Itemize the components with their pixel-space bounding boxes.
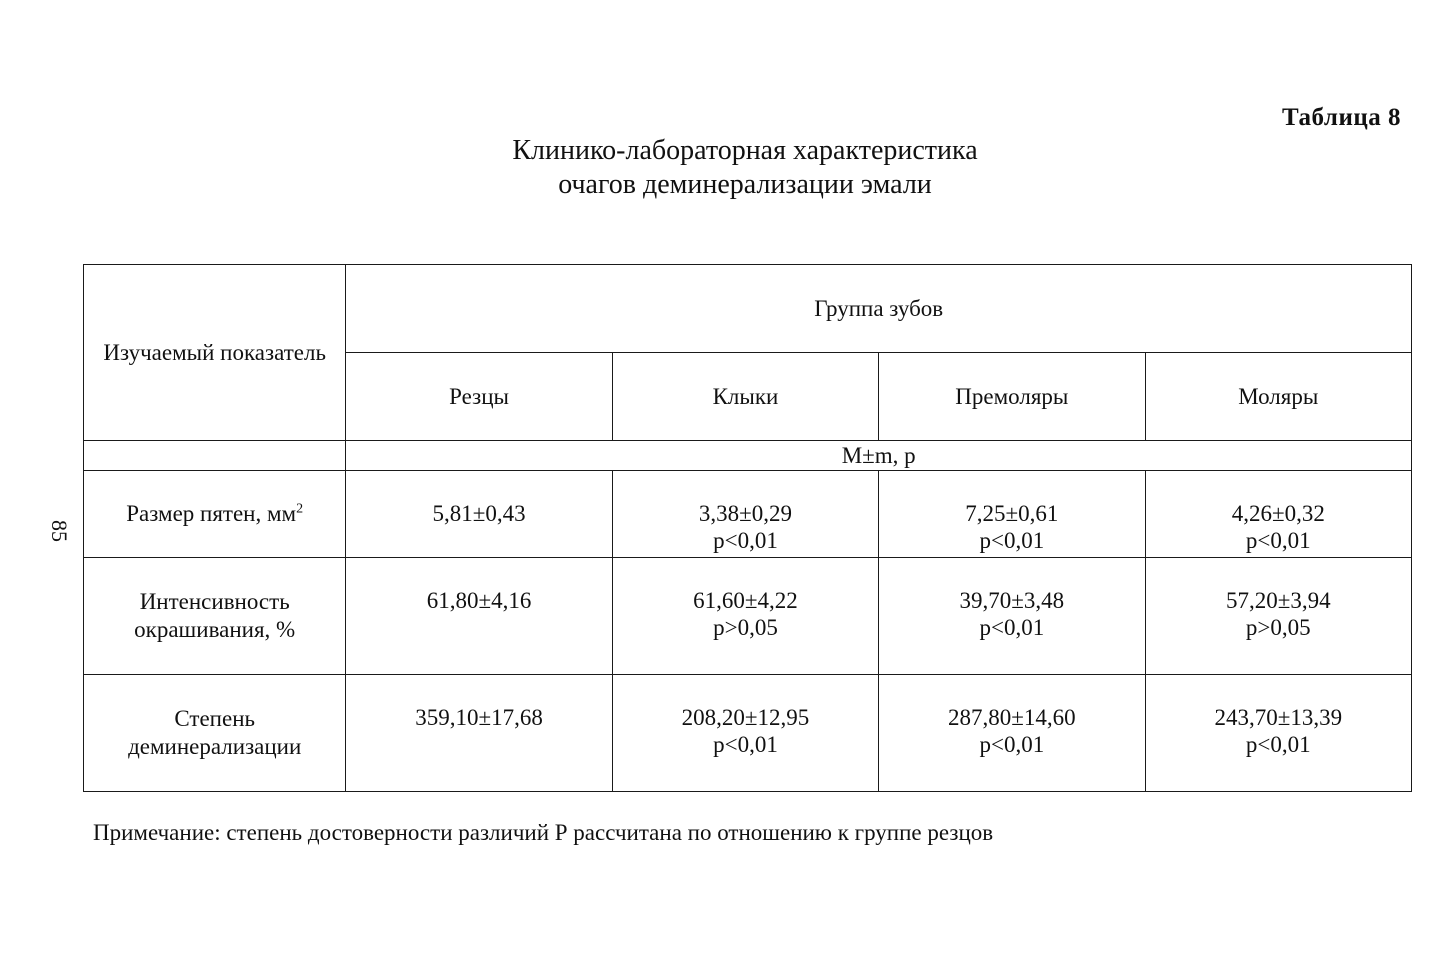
row-label: Интенсивность — [139, 589, 290, 614]
value: 3,38±0,29 — [698, 501, 793, 526]
value: 287,80±14,60 — [948, 705, 1076, 730]
value: 7,25±0,61 — [965, 501, 1059, 526]
data-table — [83, 264, 1412, 792]
value-cell — [1145, 558, 1411, 675]
value-cell — [346, 558, 612, 675]
row-label: Размер пятен, мм — [126, 501, 297, 526]
units-label: M±m, p — [841, 442, 916, 468]
value-cell — [612, 471, 878, 558]
group-name: Резцы — [449, 383, 509, 409]
table-row — [84, 675, 1412, 792]
title-line-1: Клинико-лабораторная характеристика — [512, 135, 978, 166]
title-line-2: очагов деминерализации эмали — [558, 169, 932, 200]
value-cell — [879, 558, 1145, 675]
value-cell — [612, 675, 878, 792]
value: 61,80±4,16 — [426, 588, 532, 613]
units-cell — [346, 441, 1412, 471]
table-number: Таблица 8 — [1281, 104, 1401, 131]
p-value: p<0,01 — [1245, 528, 1311, 553]
value-cell — [612, 558, 878, 675]
p-value: p<0,01 — [979, 615, 1045, 640]
value-cell — [346, 471, 612, 558]
group-header-cell — [346, 265, 1412, 353]
table-note: Примечание: степень достоверности различий Р рассчитана по отношению к группе резцов — [93, 820, 994, 845]
p-value: p<0,01 — [979, 528, 1045, 553]
row-label-line2: окрашивания, % — [134, 617, 296, 642]
group-header: Группа зубов — [814, 295, 944, 321]
value: 243,70±13,39 — [1214, 705, 1343, 730]
value-cell — [1145, 675, 1411, 792]
p-value: p<0,01 — [1245, 732, 1311, 757]
group-cell — [879, 353, 1145, 441]
table-row — [84, 558, 1412, 675]
p-value: p>0,05 — [1245, 615, 1311, 640]
value: 5,81±0,43 — [432, 501, 526, 526]
value: 359,10±17,68 — [415, 705, 543, 730]
row-label-cell — [84, 675, 346, 792]
table-header-row — [84, 265, 1412, 353]
p-value: p<0,01 — [713, 528, 778, 553]
value-cell — [879, 675, 1145, 792]
group-name: Клыки — [712, 383, 779, 409]
units-spacer-cell — [84, 441, 346, 471]
group-cell — [346, 353, 612, 441]
value-cell — [879, 471, 1145, 558]
value: 4,26±0,32 — [1231, 501, 1325, 526]
row-label: Степень — [174, 706, 255, 731]
row-label-superscript: 2 — [296, 501, 304, 517]
indicator-header: Изучаемый показатель — [103, 339, 326, 365]
group-cell — [612, 353, 878, 441]
page-number: 85 — [47, 520, 72, 542]
row-label-line2: деминерализации — [128, 734, 302, 759]
value-cell — [346, 675, 612, 792]
p-value: p<0,01 — [713, 732, 778, 757]
group-cell — [1145, 353, 1411, 441]
value-cell — [1145, 471, 1411, 558]
value: 39,70±3,48 — [959, 588, 1065, 613]
value: 61,60±4,22 — [693, 588, 798, 613]
group-name: Моляры — [1238, 383, 1319, 409]
row-label-cell — [84, 558, 346, 675]
p-value: p>0,05 — [713, 615, 778, 640]
value: 208,20±12,95 — [681, 705, 810, 730]
value: 57,20±3,94 — [1225, 588, 1331, 613]
units-row — [84, 441, 1412, 471]
p-value: p<0,01 — [979, 732, 1045, 757]
indicator-header-cell — [84, 265, 346, 441]
table-row — [84, 471, 1412, 558]
group-name: Премоляры — [955, 383, 1069, 409]
table-title — [0, 134, 1437, 202]
row-label-cell — [84, 471, 346, 558]
